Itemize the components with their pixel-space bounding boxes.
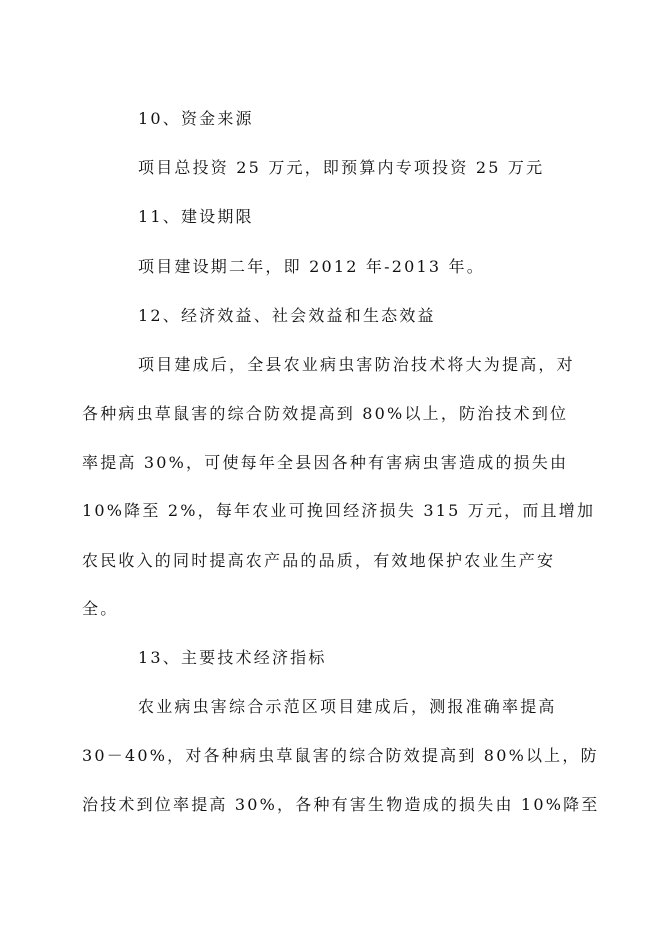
paragraph-benefits-line: 率提高 30%，可使每年全县因各种有害病虫害造成的损失由 [82, 453, 569, 472]
paragraph-construction-period: 项目建设期二年，即 2012 年-2013 年。 [138, 257, 485, 276]
paragraph-benefits-line: 各种病虫草鼠害的综合防效提高到 80%以上，防治技术到位 [82, 404, 569, 423]
heading-technical-indicators: 13、主要技术经济指标 [138, 648, 327, 667]
paragraph-indicators-line: 治技术到位率提高 30%，各种有害生物造成的损失由 10%降至 [82, 795, 600, 814]
paragraph-investment: 项目总投资 25 万元，即预算内专项投资 25 万元 [138, 158, 545, 177]
paragraph-benefits-line: 农民收入的同时提高农产品的品质，有效地保护农业生产安 [82, 551, 556, 570]
heading-funding-source: 10、资金来源 [138, 109, 254, 128]
heading-construction-period: 11、建设期限 [138, 207, 254, 226]
paragraph-indicators-line: 农业病虫害综合示范区项目建成后，测报准确率提高 [138, 697, 557, 716]
paragraph-benefits-line: 10%降至 2%，每年农业可挽回经济损失 315 万元，而且增加 [82, 501, 596, 520]
heading-benefits: 12、经济效益、社会效益和生态效益 [138, 306, 436, 325]
paragraph-benefits-line: 全。 [82, 599, 119, 618]
paragraph-indicators-line: 30－40%，对各种病虫草鼠害的综合防效提高到 80%以上，防 [82, 746, 599, 765]
paragraph-benefits-line: 项目建成后，全县农业病虫害防治技术将大为提高，对 [138, 355, 575, 374]
